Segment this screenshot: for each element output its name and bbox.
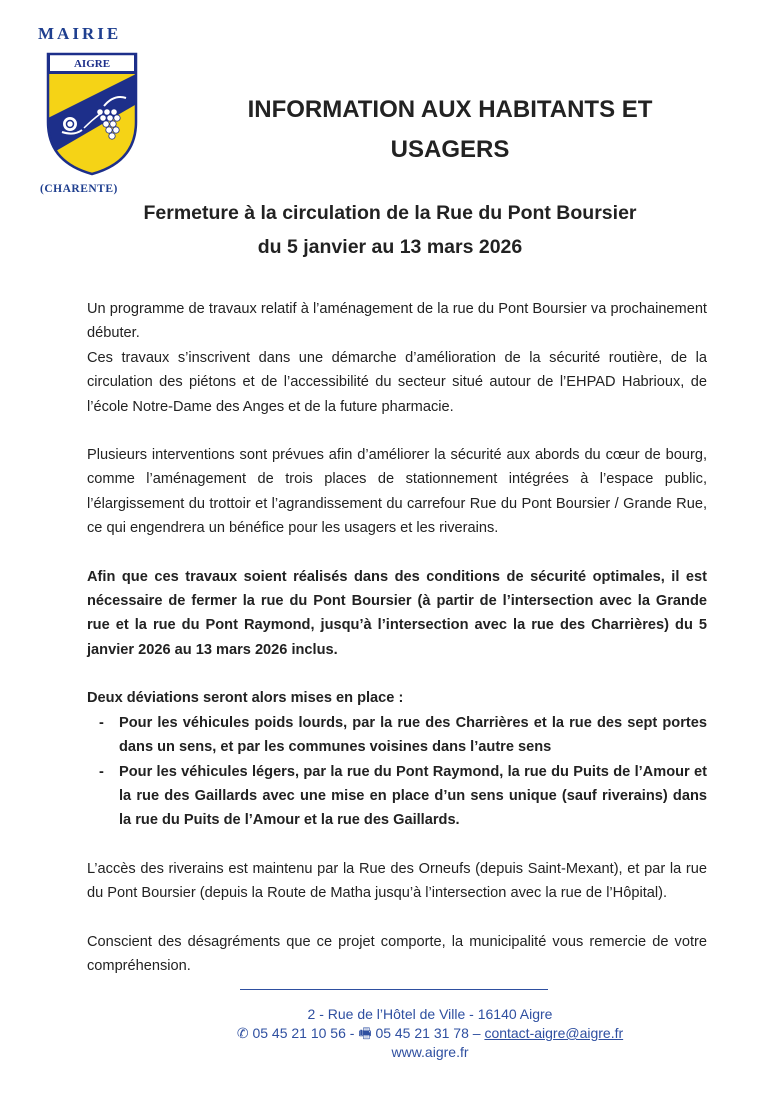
footer-address: 2 - Rue de l’Hôtel de Ville - 16140 Aigre bbox=[307, 1006, 553, 1022]
footer-website[interactable]: www.aigre.fr bbox=[391, 1044, 469, 1060]
closure-subtitle bbox=[110, 196, 670, 264]
intro-paragraph bbox=[87, 297, 707, 419]
page-title-line-2: USAGERS bbox=[390, 136, 510, 163]
coat-of-arms-icon bbox=[44, 50, 140, 178]
footer-divider bbox=[240, 989, 548, 990]
notice-body bbox=[87, 297, 707, 1002]
footer-email-link[interactable]: contact-aigre@aigre.fr bbox=[484, 1025, 624, 1041]
footer bbox=[180, 1005, 680, 1062]
list-item: - Pour les véhicules poids lourds, par la rue des Charrières et la rue des sept portes dans un sens, et par les communes voisines dans l’autre sens bbox=[99, 714, 707, 756]
deviation-light-vehicles: Pour les véhicules légers, par la rue du Pont Raymond, la rue du Puits de l’Amour et la rue des Gaillards avec une mise en place d’un sens unique (sauf riverains) dans la rue du Puits de l’Amour et la rue des Gaillards. bbox=[119, 763, 707, 829]
interventions-paragraph: Plusieurs interventions sont prévues afin d’améliorer la sécurité aux abords du cœur de bourg, comme l’aménagement de trois places de stationnement intégrées à l’espace public, l’élargissement du trottoir et l’agrandissement du carrefour Rue du Pont Boursier / Grande Rue, ce qui engendrera un bénéfice pour les usagers et les riverains. bbox=[87, 447, 707, 537]
deviation-heavy-vehicles: Pour les véhicules poids lourds, par la rue des Charrières et la rue des sept portes dans un sens, et par les communes voisines dans l’autre sens bbox=[119, 714, 707, 756]
department-label: (CHARENTE) bbox=[40, 183, 118, 195]
intro-sentence-2: Ces travaux s’inscrivent dans une démarche d’amélioration de la sécurité routière, de la circulation des piétons et de l’accessibilité du secteur situé autour de l’EHPAD Habrioux, de l’école Notre-Dame des Anges et de la future pharmacie. bbox=[87, 349, 707, 415]
deviations-heading: Deux déviations seront alors mises en place : bbox=[87, 690, 404, 707]
subtitle-line-2: du 5 janvier au 13 mars 2026 bbox=[257, 236, 523, 258]
crest-town-label: AIGRE bbox=[73, 58, 111, 70]
page-title-line-1: INFORMATION AUX HABITANTS ET bbox=[247, 96, 653, 123]
telephone-icon: ✆ bbox=[236, 1025, 249, 1041]
fax-icon: 🖷 bbox=[358, 1025, 372, 1041]
footer-phone: 05 45 21 10 56 bbox=[252, 1025, 346, 1041]
intro-sentence-1: Un programme de travaux relatif à l’aménagement de la rue du Pont Boursier va prochainement débuter. bbox=[87, 301, 707, 342]
subtitle-line-1: Fermeture à la circulation de la Rue du Pont Boursier bbox=[143, 202, 637, 224]
closing-paragraph: Conscient des désagréments que ce projet comporte, la municipalité vous remercie de votre compréhension. bbox=[87, 933, 707, 974]
page-title bbox=[200, 90, 700, 170]
closure-paragraph: Afin que ces travaux soient réalisés dans des conditions de sécurité optimales, il est nécessaire de fermer la rue du Pont Boursier (à partir de l’intersection avec la Grande rue et la rue du Pont Raymond, jusqu’à l’intersection avec la rue des Charrières) du 5 janvier 2026 au 13 mars 2026 inclus. bbox=[87, 568, 707, 658]
deviations-list bbox=[87, 711, 707, 833]
residents-access-paragraph: L’accès des riverains est maintenu par la Rue des Orneufs (depuis Saint-Mexant), et par la rue du Pont Boursier (depuis la Route de Matha jusqu’à l’intersection avec la rue de l’Hôpital). bbox=[87, 860, 707, 902]
footer-fax: 05 45 21 31 78 bbox=[375, 1025, 469, 1041]
mairie-label: MAIRIE bbox=[38, 24, 122, 43]
list-item: - Pour les véhicules légers, par la rue du Pont Raymond, la rue du Puits de l’Amour et la rue des Gaillards avec une mise en place d’un sens unique (sauf riverains) dans la rue du Puits de l’Amour et la rue des Gaillards. bbox=[99, 763, 707, 829]
footer-contacts: ✆ 05 45 21 10 56 - 🖷 05 45 21 31 78 – contact-aigre@aigre.fr bbox=[236, 1025, 624, 1041]
